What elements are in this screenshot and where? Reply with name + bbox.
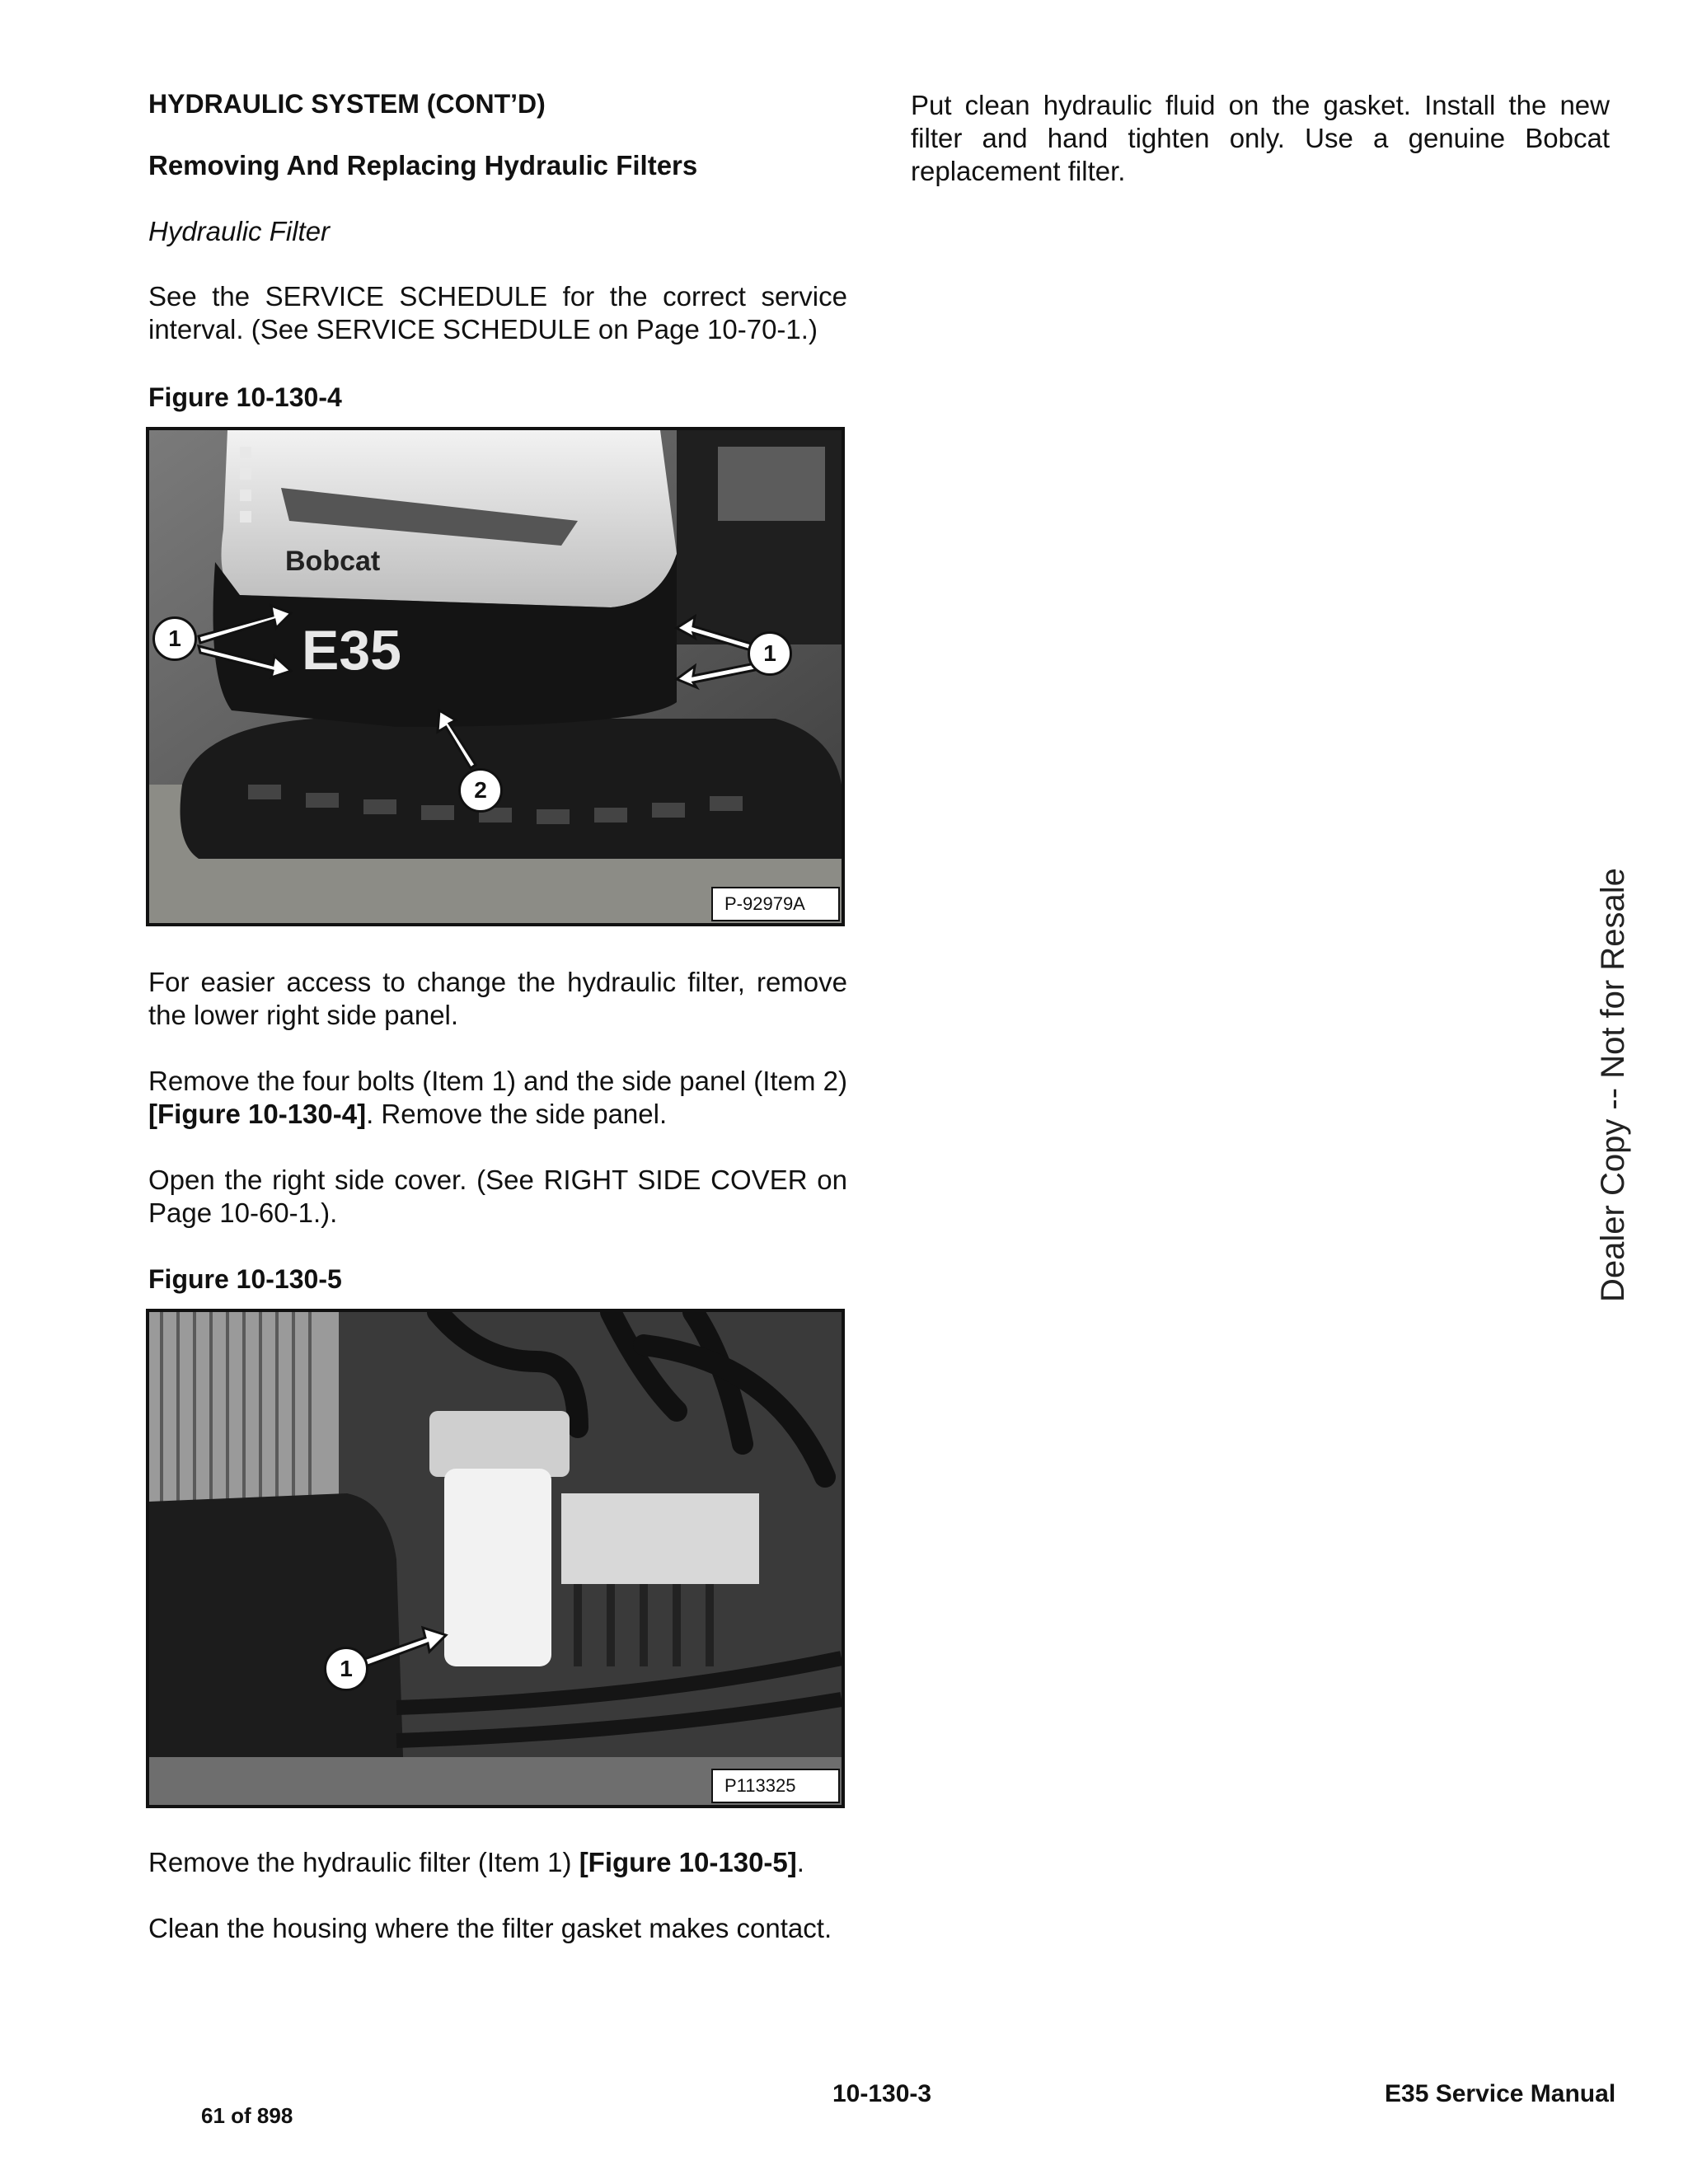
paragraph-remove-filter: Remove the hydraulic filter (Item 1) [Figure 10-130-5]. <box>148 1847 804 1877</box>
figure-label-1: Figure 10-130-4 <box>148 382 342 412</box>
excavator-photo <box>149 430 842 923</box>
dealer-copy-watermark: Dealer Copy -- Not for Resale <box>1595 868 1631 1302</box>
callout-1-right: 1 <box>748 631 792 676</box>
paragraph-open-cover: Open the right side cover. (See RIGHT SIDE COVER on Page 10-60-1.). <box>148 1165 847 1228</box>
footer-manual-title: E35 Service Manual <box>1385 2080 1616 2107</box>
callout-1-left: 1 <box>152 616 197 661</box>
figure-hydraulic-filter <box>146 1309 845 1808</box>
subsection-title: Removing And Replacing Hydraulic Filters <box>148 150 698 180</box>
bobcat-logo: Bobcat <box>285 546 381 577</box>
figure-label-2: Figure 10-130-5 <box>148 1264 342 1294</box>
paragraph-clean-housing: Clean the housing where the filter gasket makes contact. <box>148 1913 832 1943</box>
figure-reference-2: [Figure 10-130-5] <box>579 1847 797 1877</box>
callout-1-filter: 1 <box>324 1647 368 1691</box>
model-decal: E35 <box>302 619 401 682</box>
footer-page-number: 10-130-3 <box>832 2080 932 2107</box>
hydraulic-filter-photo <box>149 1312 842 1805</box>
topic-heading: Hydraulic Filter <box>148 216 331 246</box>
paragraph-remove-bolts: Remove the four bolts (Item 1) and the side panel (Item 2) [Figure 10-130-4]. Remove the side panel. <box>148 1066 847 1129</box>
paragraph-access: For easier access to change the hydraulic filter, remove the lower right side panel. <box>148 967 847 1030</box>
section-title: HYDRAULIC SYSTEM (CONT’D) <box>148 89 546 119</box>
photo-id-2: P113325 <box>711 1769 840 1803</box>
callout-2: 2 <box>458 768 503 813</box>
figure-reference: [Figure 10-130-4] <box>148 1099 367 1129</box>
paragraph-install-filter: Put clean hydraulic fluid on the gasket. Install the new filter and hand tighten only. Use a genuine Bobcat replacement filter. <box>911 90 1610 186</box>
photo-id-1: P-92979A <box>711 887 840 921</box>
paragraph-service-interval: See the SERVICE SCHEDULE for the correct service interval. (See SERVICE SCHEDULE on Page 10-70-1.) <box>148 281 847 344</box>
pdf-page-count: 61 of 898 <box>201 2103 293 2128</box>
figure-excavator-side-panel <box>146 427 845 926</box>
